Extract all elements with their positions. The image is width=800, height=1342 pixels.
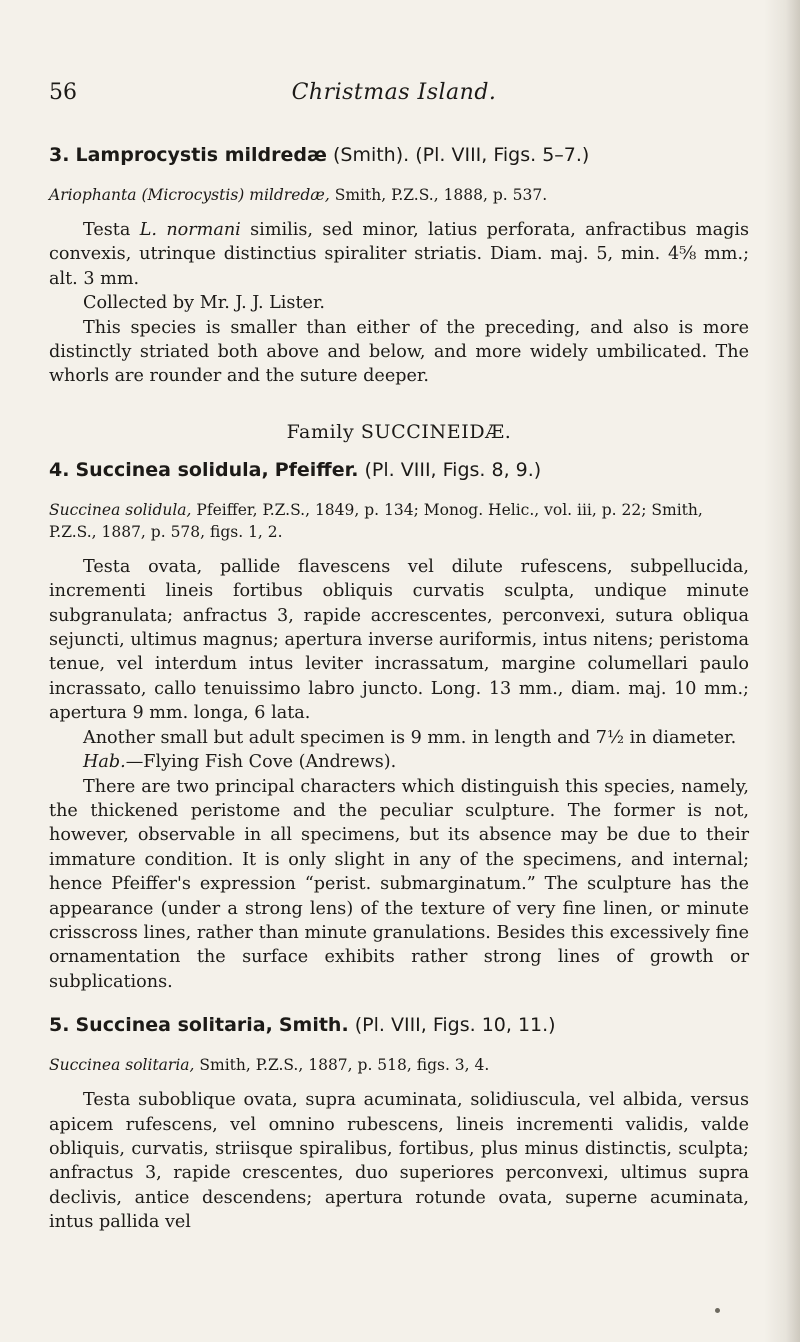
synonymy-reference [49, 184, 749, 206]
species-number: 3. [49, 144, 70, 166]
synonymy-reference [49, 1054, 749, 1076]
latin-description: Testa L. normani similis, sed minor, latius perforata, anfractibus magis convexis, utrinque distinctius spiraliter striatis. Diam. maj. 5, min. 4⅝ mm.; alt. 3 mm. [49, 220, 749, 289]
family-heading: Family SUCCINEIDÆ. [286, 420, 512, 443]
species-heading-4 [49, 457, 749, 483]
page-header [49, 80, 739, 120]
species-authority: (Smith). [332, 144, 410, 166]
ref-citation: Pfeiffer, P.Z.S., 1849, p. 134; Monog. Helic., vol. iii, p. 22; Smith, P.Z.S., 1887, p. 578, figs. 1, 2. [49, 500, 703, 541]
ref-subgenus: (Microcystis) [141, 186, 245, 204]
species-remarks: This species is smaller than either of the preceding, and also is more distinctly striated both above and below, and more widely umbilicated. The whorls are rounder and the suture deeper. [49, 317, 749, 387]
plate-reference: (Pl. VIII, Figs. 5–7.) [415, 144, 590, 166]
habitat-text: —Flying Fish Cove (Andrews). [125, 752, 397, 773]
page-number: 56 [49, 80, 77, 105]
ink-speck [715, 1308, 720, 1313]
running-title: Christmas Island. [291, 80, 497, 105]
species-heading-3 [49, 142, 749, 168]
page-edge-shadow [764, 0, 800, 1342]
species-name: Succinea solitaria, [75, 1014, 273, 1037]
ref-name: Succinea solidula, [49, 500, 192, 519]
ref-genus: Ariophanta [49, 186, 137, 204]
synonymy-reference [49, 499, 749, 543]
ref-name: Succinea solitaria, [49, 1056, 195, 1075]
species-citation: L. normani [139, 220, 241, 240]
species-authority: Pfeiffer. [274, 458, 359, 481]
habitat-note [49, 750, 749, 774]
species-authority: Smith. [278, 1014, 349, 1037]
collector-note: Collected by Mr. J. J. Lister. [83, 293, 326, 314]
species-heading-5 [49, 1012, 749, 1038]
species-name: Succinea solidula, [75, 458, 269, 481]
ref-species: mildredæ, [249, 186, 330, 204]
specimen-note: Another small but adult specimen is 9 mm. in length and 7½ in diameter. [83, 727, 737, 748]
species-number: 5. [49, 1014, 70, 1037]
habitat-label: Hab. [83, 752, 126, 773]
species-remarks: There are two principal characters which distinguish this species, namely, the thickened peristome and the peculiar sculpture. The former is not, however, observable in all specimens, but its absence may be due to their immature condition. It is only slight in any of the specimens, and internal; hence Pfeiffer's expression “perist. submarginatum.” The sculpture has the appearance (under a strong lens) of the texture of very fine linen, or minute crisscross lines, rather than minute granulations. Besides this excessively fine ornamentation the surface exhibits rather strong lines of growth or subplications. [49, 776, 749, 992]
latin-description: Testa suboblique ovata, supra acuminata, solidiuscula, vel albida, versus apicem rufescens, vel omnino rubescens, lineis incrementi validis, valde obliquis, curvatis, striisque spiralibus, fortibus, plus minus distinctis, sculpta; anfractus 3, rapide crescentes, duo superiores perconvexi, ultimus supra declivis, antice descendens; apertura rotunde ovata, superne acuminata, intus pallida vel [49, 1090, 749, 1233]
latin-description: Testa ovata, pallide flavescens vel dilute rufescens, subpellucida, incrementi lineis fortibus obliquis curvatis sculpta, undique minute subgranulata; anfractus 3, rapide accrescentes, perconvexi, sutura obliqua sejuncti, ultimus magnus; apertura inverse auriformis, intus nitens; peristoma tenue, vel interdum intus leviter incrassatum, margine columellari paulo incrassato, callo tenuissimo labro juncto. Long. 13 mm., diam. maj. 10 mm.; apertura 9 mm. longa, 6 lata. [49, 556, 749, 724]
ref-citation: Smith, P.Z.S., 1888, p. 537. [334, 186, 548, 204]
species-number: 4. [49, 458, 70, 481]
species-name: Lamprocystis mildredæ [75, 144, 327, 166]
page-content [49, 142, 749, 1235]
ref-citation: Smith, P.Z.S., 1887, p. 518, figs. 3, 4. [199, 1056, 490, 1075]
plate-reference: (Pl. VIII, Figs. 8, 9.) [364, 458, 542, 481]
plate-reference: (Pl. VIII, Figs. 10, 11.) [354, 1014, 556, 1037]
